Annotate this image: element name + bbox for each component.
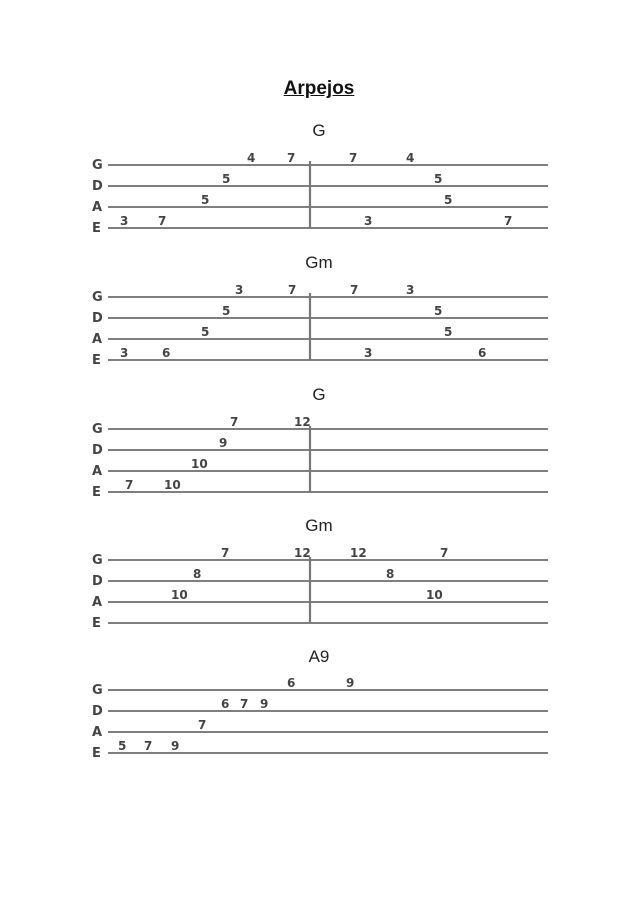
- fret-number: 7: [125, 478, 134, 492]
- fret-number: 7: [230, 415, 239, 429]
- fret-number: 7: [158, 214, 167, 228]
- fret-number: 12: [350, 546, 367, 560]
- tab-staff-g-2: [90, 415, 550, 500]
- tab-staff-svg: [90, 151, 550, 236]
- fret-number: 3: [235, 283, 244, 297]
- string-name-d: D: [92, 704, 103, 719]
- fret-number: 8: [386, 567, 395, 581]
- string-name-g: G: [92, 553, 103, 568]
- tab-staff-svg: [90, 676, 550, 761]
- fret-number: 10: [191, 457, 208, 471]
- fret-number: 12: [294, 415, 311, 429]
- fret-number: 7: [288, 283, 297, 297]
- fret-number: 7: [144, 739, 153, 753]
- string-name-a: A: [92, 725, 103, 740]
- chord-label-gm-1: Gm: [305, 253, 333, 272]
- string-name-g: G: [92, 422, 103, 437]
- string-name-a: A: [92, 464, 103, 479]
- chord-label-g-1: G: [312, 121, 326, 140]
- fret-number: 6: [287, 676, 296, 690]
- string-name-e: E: [92, 221, 101, 236]
- fret-number: 9: [260, 697, 269, 711]
- fret-number: 7: [440, 546, 449, 560]
- fret-number: 10: [171, 588, 188, 602]
- fret-number: 8: [193, 567, 202, 581]
- fret-number: 4: [247, 151, 256, 165]
- tab-staff-a9: [90, 676, 550, 761]
- string-name-e: E: [92, 616, 101, 631]
- fret-number: 5: [201, 325, 210, 339]
- tab-staff-gm-2: [90, 546, 550, 631]
- fret-number: 5: [222, 172, 231, 186]
- tab-staff-svg: [90, 283, 550, 368]
- fret-number: 5: [444, 325, 453, 339]
- fret-number: 3: [406, 283, 415, 297]
- fret-number: 7: [349, 151, 358, 165]
- fret-number: 6: [478, 346, 487, 360]
- fret-number: 10: [426, 588, 443, 602]
- fret-number: 7: [287, 151, 296, 165]
- string-name-g: G: [92, 158, 103, 173]
- chord-label-a9: A9: [308, 647, 330, 666]
- fret-number: 7: [350, 283, 359, 297]
- string-name-g: G: [92, 290, 103, 305]
- page-title: Arpejos: [283, 78, 355, 99]
- fret-number: 5: [444, 193, 453, 207]
- fret-number: 7: [221, 546, 230, 560]
- fret-number: 7: [504, 214, 513, 228]
- fret-number: 7: [198, 718, 207, 732]
- fret-number: 4: [406, 151, 415, 165]
- chord-label-g-2: G: [312, 385, 326, 404]
- tab-staff-gm-1: [90, 283, 550, 368]
- fret-number: 9: [171, 739, 180, 753]
- fret-number: 3: [364, 214, 373, 228]
- chord-label-gm-2: Gm: [305, 516, 333, 535]
- fret-number: 9: [219, 436, 228, 450]
- fret-number: 6: [221, 697, 230, 711]
- fret-number: 5: [434, 172, 443, 186]
- string-name-d: D: [92, 574, 103, 589]
- fret-number: 9: [346, 676, 355, 690]
- fret-number: 5: [434, 304, 443, 318]
- string-name-e: E: [92, 353, 101, 368]
- string-name-e: E: [92, 746, 101, 761]
- string-name-d: D: [92, 443, 103, 458]
- fret-number: 3: [364, 346, 373, 360]
- tab-staff-svg: [90, 546, 550, 631]
- fret-number: 3: [120, 346, 129, 360]
- fret-number: 5: [118, 739, 127, 753]
- fret-number: 7: [240, 697, 249, 711]
- string-name-a: A: [92, 200, 103, 215]
- fret-number: 10: [164, 478, 181, 492]
- fret-number: 5: [222, 304, 231, 318]
- tab-staff-svg: [90, 415, 550, 500]
- fret-number: 6: [162, 346, 171, 360]
- string-name-d: D: [92, 179, 103, 194]
- tab-staff-g-1: [90, 151, 550, 236]
- string-name-a: A: [92, 332, 103, 347]
- string-name-g: G: [92, 683, 103, 698]
- string-name-a: A: [92, 595, 103, 610]
- fret-number: 5: [201, 193, 210, 207]
- fret-number: 12: [294, 546, 311, 560]
- string-name-d: D: [92, 311, 103, 326]
- fret-number: 3: [120, 214, 129, 228]
- string-name-e: E: [92, 485, 101, 500]
